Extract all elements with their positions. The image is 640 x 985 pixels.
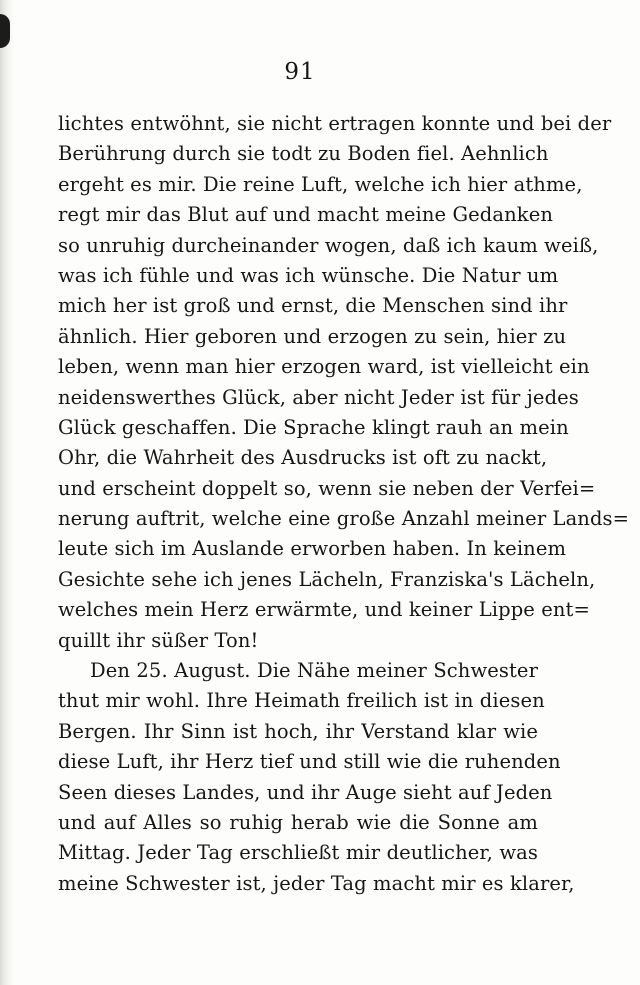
text-line: Glück geschaffen. Die Sprache klingt rauh an mein bbox=[58, 415, 569, 439]
paragraph-end-line: quillt ihr süßer Ton! bbox=[58, 628, 259, 652]
text-line: welches mein Herz erwärmte, und keiner Lippe ent= bbox=[58, 598, 590, 622]
text-line: mich her ist groß und ernst, die Menschen sind ihr bbox=[58, 294, 568, 318]
text-line: ähnlich. Hier geboren und erzogen zu sein, hier zu bbox=[58, 324, 567, 348]
text-line: lichtes entwöhnt, sie nicht ertragen konnte und bei der bbox=[58, 112, 612, 135]
text-line: Berührung durch sie todt zu Boden fiel. Aehnlich bbox=[58, 142, 549, 166]
page-edge-shadow bbox=[0, 0, 14, 985]
text-line: regt mir das Blut auf und macht meine Gedanken bbox=[58, 203, 553, 227]
entry-heading-line: Den 25. August. Die Nähe meiner Schwester bbox=[90, 659, 538, 683]
text-line: nerung auftrit, welche eine große Anzahl meiner Lands= bbox=[58, 507, 630, 531]
text-line: was ich fühle und was ich wünsche. Die Natur um bbox=[58, 263, 559, 287]
text-line: diese Luft, ihr Herz tief und still wie die ruhenden bbox=[58, 750, 561, 774]
text-line: Gesichte sehe ich jenes Lächeln, Franziska's Lächeln, bbox=[58, 567, 596, 591]
text-line: so unruhig durcheinander wogen, daß ich kaum weiß, bbox=[58, 233, 599, 257]
binding-mark bbox=[0, 14, 10, 48]
text-line: Bergen. Ihr Sinn ist hoch, ihr Verstand klar wie bbox=[58, 719, 538, 743]
text-line: meine Schwester ist, jeder Tag macht mir es klarer, bbox=[58, 871, 575, 895]
text-line: und auf Alles so ruhig herab wie die Sonne am bbox=[58, 810, 538, 834]
text-line: thut mir wohl. Ihre Heimath freilich ist in diesen bbox=[58, 689, 545, 713]
page-number: 91 bbox=[284, 59, 316, 85]
text-line: Mittag. Jeder Tag erschließt mir deutlicher, was bbox=[58, 841, 538, 865]
text-line: ergeht es mir. Die reine Luft, welche ich hier athme, bbox=[58, 172, 583, 196]
text-line: leute sich im Auslande erworben haben. In keinem bbox=[58, 537, 567, 561]
text-line: neidenswerthes Glück, aber nicht Jeder ist für jedes bbox=[58, 385, 579, 409]
body-text bbox=[58, 109, 630, 899]
text-line: Ohr, die Wahrheit des Ausdrucks ist oft zu nackt, bbox=[58, 446, 548, 470]
text-line: leben, wenn man hier erzogen ward, ist vielleicht ein bbox=[58, 355, 590, 379]
text-line: und erscheint doppelt so, wenn sie neben der Verfei= bbox=[58, 476, 596, 500]
text-line: Seen dieses Landes, und ihr Auge sieht auf Jeden bbox=[58, 780, 553, 804]
